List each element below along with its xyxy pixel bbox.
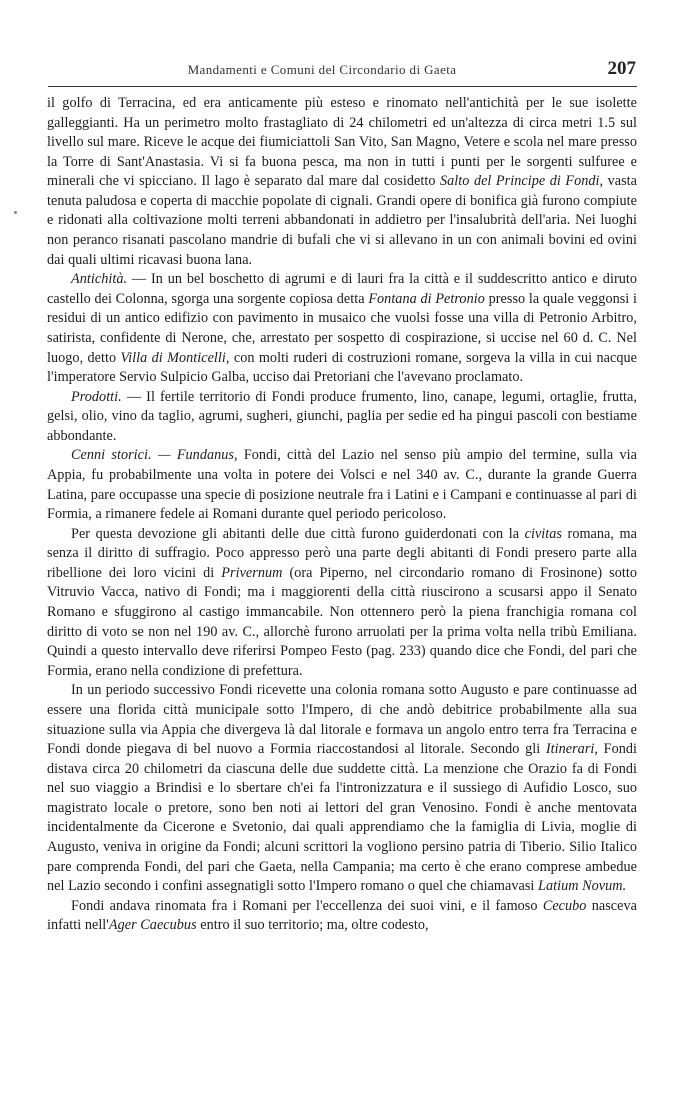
section-heading-antichita: Antichità. [71,271,128,288]
running-header [48,60,636,86]
paragraph-lago-di-fondi: il golfo di Terracina, ed era anticamente più esteso e rinomato nell'antichità per le sue isolette galleggianti. Ha un perimetro molto frastagliato di 24 chilometri ed un'altezza di circa metri 1.5 sul livello sul mare. Riceve le acque dei fiumiciattoli San Vito, San Magno, Vetere e scola nel mare presso la Torre di Sant'Anastasia. Vi si fa buona pesca, ma non in tutti i punti per le sorgenti sulfuree e minerali che vi spicciano. Il lago è separato dal mare dal cosidetto Salto del Principe di Fondi, vasta tenuta paludosa e coperta di macchie popolate di cignali. Grandi opere di bonifica già furono compiute e ridonati alla coltivazione molti terreni abbandonati in addietro per l'insalubrità dell'aria. Nei luoghi non peranco risanati pascolano mandrie di bufali che vi si allevano in un con animali bovini ed ovini dai quali ultimi ricavasi buona lana. [47,95,638,268]
section-heading-cenni-storici: Cenni storici. — Fundanus, [71,447,238,464]
section-heading-prodotti: Prodotti. [71,388,122,405]
paragraph-cenni-storici: Cenni storici. — Fundanus, Fondi, città del Lazio nel senso più ampio del termine, sulla via Appia, fu probabilmente una volta in potere dei Volsci e nel 340 av. C., durante la grande Guerra Latina, pare occupasse una specie di posizione neutrale fra i Latini e i Campani e continuasse al pari di Formia, a rimanere fedele ai Romani durante quel periodo pericoloso. [47,447,637,523]
paragraph-periodo-successivo: In un periodo successivo Fondi ricevette una colonia romana sotto Augusto e pare continuasse ad essere una florida città municipale sotto l'Impero, di che andò debitrice probabilmente alla sua situazione sulla via Appia che divergeva là dal litorale e formava un angolo entro terra fra Terracina e Fondi donde piegava di bel nuovo a Formia riaccostandosi al litorale. Secondo gli Itinerari, Fondi distava circa 20 chilometri da ciascuna delle due suddette città. La menzione che Orazio fa di Fondi nel suo viaggio a Brindisi e lo sbertare ch'ei fa l'intronizzatura e il sussiego di Aufidio Losco, suo magistrato locale o pretore, sono ben noti ai lettori del gran Venosino. Fondi è anche mentovata incidentalmente da Cicerone e Svetonio, dai quali apprendiamo che la famiglia di Livia, moglie di Augusto, veniva in origine da Fondi; alcuni scrittori la vogliono persino patria di Tiberio. Silio Italico pare comprenda Fondi, del pari che Gaeta, nella Campania; ma certo è che erano comprese ambedue nel Lazio secondo i confini assegnatigli sotto l'Impero romano o quel che chiamavasi Latium Novum. [47,682,637,895]
paragraph-vini: Fondi andava rinomata fra i Romani per l'eccellenza dei suoi vini, e il famoso Cecubo nasceva infatti nell'Ager Caecubus entro il suo territorio; ma, oltre codesto, [47,897,637,934]
running-title: Mandamenti e Comuni del Circondario di Gaeta [187,62,457,77]
header-rule [48,86,637,87]
margin-speck [14,211,17,214]
page-number: 207 [607,58,636,79]
paragraph-prodotti: Prodotti. — Il fertile territorio di Fondi produce frumento, lino, canape, legumi, ortaglie, frutta, gelsi, olio, vino da taglio, agrumi, sugheri, giunchi, paglia per sedie ed ha pingui pascoli con bestiame abbondante. [47,388,637,444]
paragraph-devozione: Per questa devozione gli abitanti delle due città furono guiderdonati con la civitas romana, ma senza il diritto di suffragio. Poco appresso però una parte degli abitanti di Fondi presero parte alla ribellione dei loro vicini di Privernum (ora Piperno, nel circondario romano di Frosinone) sotto Vitruvio Vacca, nativo di Fondi; ma i maggiorenti della città riuscirono a scusarsi appo il Senato Romano e sfuggirono al castigo immancabile. Non ottennero però la piena franchigia romana col diritto di voto se non nel 190 av. C., allorchè furono arruolati per la prima volta nella tribù Emiliana. Quindi a questo intervallo deve riferirsi Pompeo Festo (pag. 233) quando dice che Fondi, del pari che Formia, erano nella condizione di prefettura. [47,525,637,679]
paragraph-antichita: Antichità. — In un bel boschetto di agrumi e di lauri fra la città e il suddescritto antico e diruto castello dei Colonna, sgorga una sorgente copiosa detta Fontana di Petronio presso la quale veggonsi i residui di un antico edifizio con pavimento in musaico che vuolsi fosse una villa di Petronio Arbitro, satirista, confidente di Nerone, che, arrestato per sospetto di cospirazione, si uccise nel 60 d. C. Nel luogo, detto Villa di Monticelli, con molti ruderi di costruzioni romane, sorgeva la villa in cui nacque l'imperatore Servio Sulpicio Galba, ucciso dai Pretoriani che l'avevano proclamato. [47,271,638,386]
body-text [47,94,637,936]
